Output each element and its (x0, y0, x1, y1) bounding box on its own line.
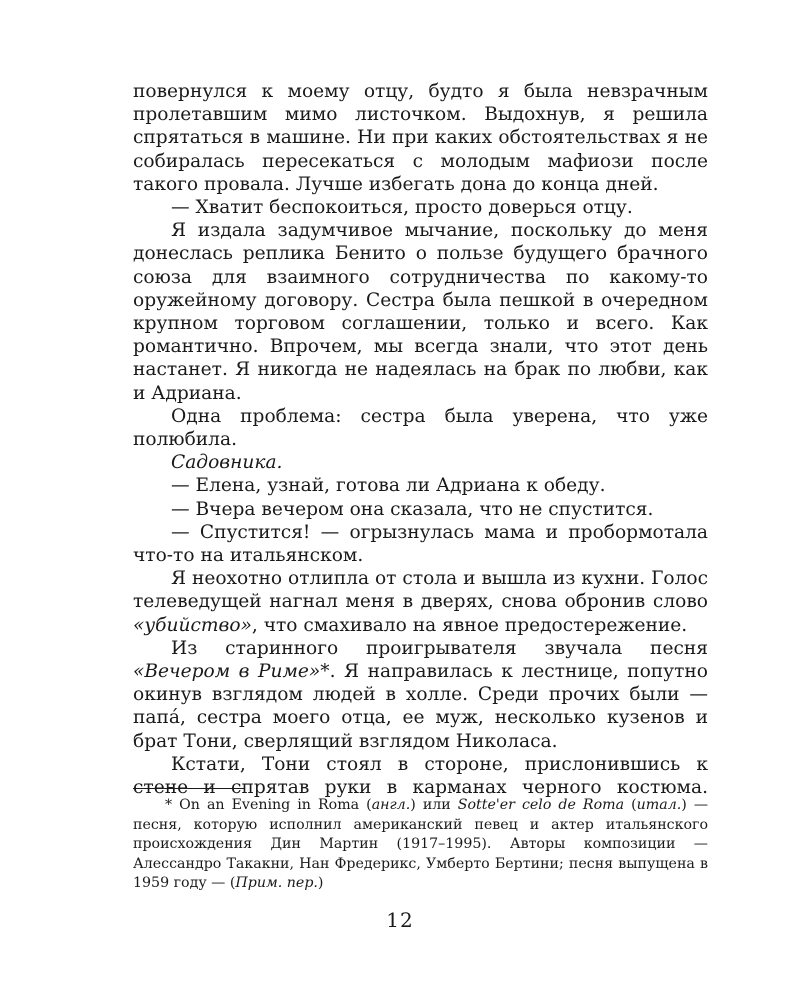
paragraph-text: Из старинного проигрывателя звучала песня (171, 637, 708, 659)
paragraph (133, 567, 708, 637)
footnote-divider (133, 788, 245, 789)
footnote-body: — песня, которую исполнил американский певец и актер итальянского происхождения Дин Мартин (1917–1995). Авторы композиции — Алессандро Такакни, Нан Фредерикс, Умберто Бертини; песня выпущена в 1959 году — ( (133, 797, 709, 892)
footnote-connector: или (415, 797, 458, 813)
footnote-note: Прим. пер. (235, 875, 318, 892)
book-page (133, 80, 708, 823)
footnote-marker: * (165, 797, 180, 813)
footnote-song-it: Sotte'er celo de Roma (457, 797, 625, 813)
footnote-lang-it: итал. (636, 797, 682, 813)
footnote (133, 796, 708, 894)
footnote-text: * On an Evening in Roma (англ.) или Sotte'er celo de Roma (итал.) — песня, которую исполнил американский певец и актер итальянского происхождения Дин Мартин (1917–1995). Авторы композиции — Алессандро Такакни, Нан Фредерикс, Умберто Бертини; песня выпущена в 1959 году — (Прим. пер.) (133, 797, 709, 892)
paragraph-italic (133, 451, 708, 474)
paragraph-text: Я неохотно отлипла от стола и вышла из кухни. Голос телеведущей нагнал меня в дверях, снова обронив слово (133, 568, 708, 613)
page-number: 12 (386, 908, 414, 932)
paragraph-text: , что смахивало на явное предостережение. (251, 614, 688, 636)
italic-text: Садовника. (171, 452, 283, 474)
italic-text: «убийство» (133, 614, 252, 636)
footnote-close: ) (317, 875, 324, 892)
paragraph: — Вчера вечером она сказала, что не спустится. (171, 498, 654, 520)
footnote-song-en: On an Evening in Roma (179, 797, 360, 813)
paragraph: — Елена, узнай, готова ли Адриана к обеду. (171, 475, 606, 497)
paragraph: — Хватит беспокоиться, просто доверься отцу. (171, 197, 633, 219)
paragraph: Кстати, Тони стоял в стороне, прислонившись к стене и спрятав руки в карманах черного костюма. (133, 753, 708, 799)
paragraph-text: . Я направилась к лестнице, попутно окинув взглядом людей в холле. Среди прочих были — папа́, сестра моего отца, ее муж, несколько кузенов и брат Тони, сверлящий взглядом Николаса. (133, 661, 708, 752)
italic-text: «Вечером в Риме»* (133, 661, 330, 683)
footnote-lang-en: англ. (371, 797, 411, 813)
paragraph: — Спустится! — огрызнулась мама и пробормотала что-то на итальянском. (133, 521, 708, 567)
paragraph (133, 637, 708, 753)
paragraph: повернулся к моему отцу, будто я была невзрачным пролетавшим мимо листочком. Выдохнув, я решила спрятаться в машине. Ни при каких обстоятельствах я не собиралась пересекаться с молодым мафиози после такого провала. Лучше избегать дона до конца дней. (133, 81, 708, 195)
paragraph: Одна проблема: сестра была уверена, что уже полюбила. (133, 405, 708, 451)
body-text (133, 80, 708, 823)
paragraph: Я издала задумчивое мычание, поскольку до меня донеслась реплика Бенито о пользе будущего брачного союза для взаимного сотрудничества по какому-то оружейному договору. Сестра была пешкой в очередном крупном торговом соглашении, только и всего. Как романтично. Впрочем, мы всегда знали, что этот день настанет. Я никогда не надеялась на брак по любви, как и Адриана. (133, 220, 708, 404)
